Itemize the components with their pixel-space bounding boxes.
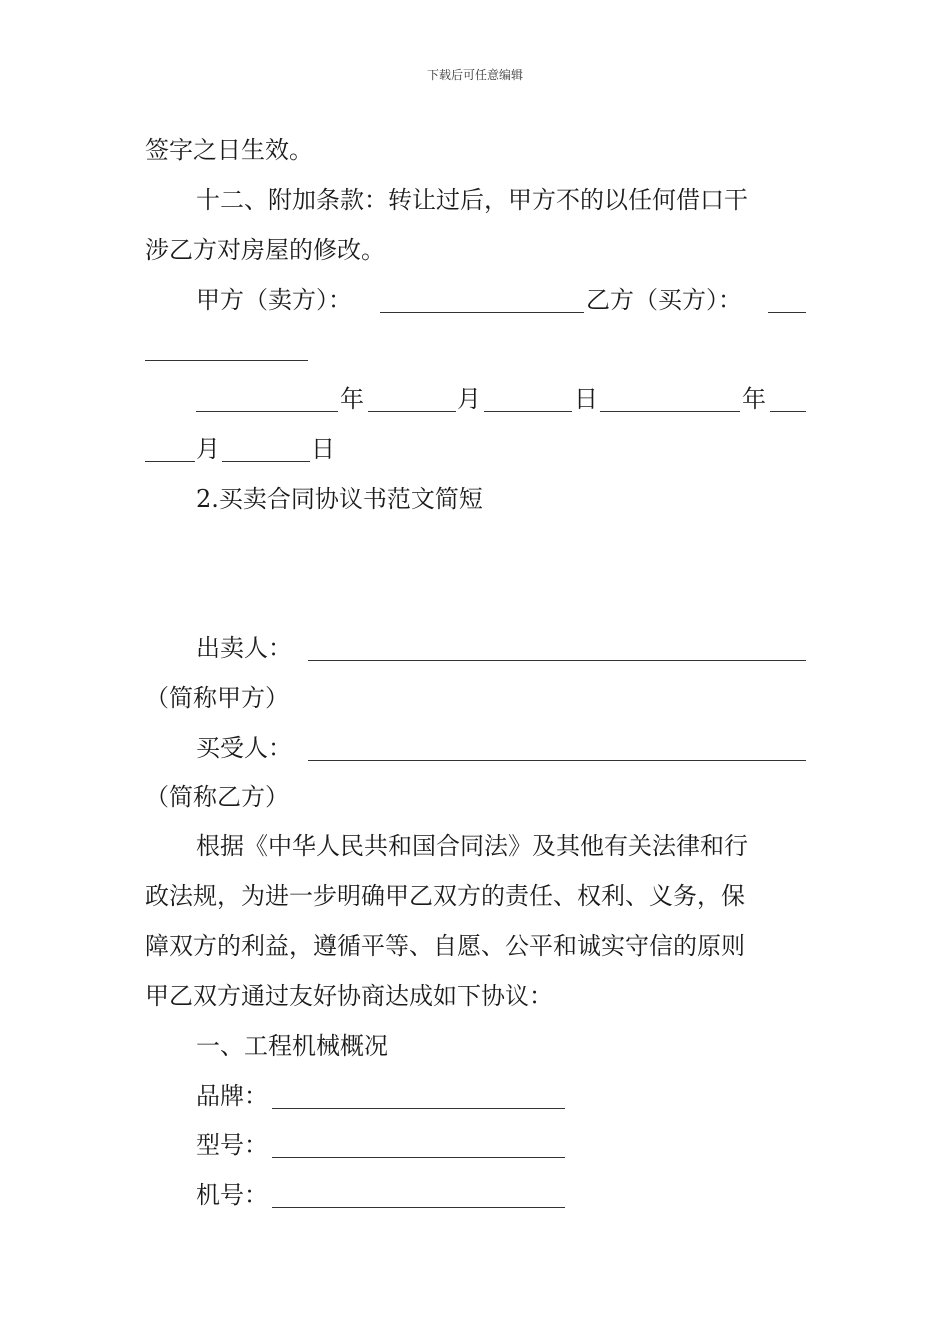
clause12-line-2: 涉乙方对房屋的修改。 (145, 236, 385, 264)
para-line-4: 甲乙双方通过友好协商达成如下协议： (145, 982, 553, 1010)
date-a-day-label: 日 (574, 385, 598, 413)
date-b-year-label: 年 (742, 385, 766, 413)
buyer-short: （简称乙方） (145, 783, 289, 811)
para-line-2: 政法规，为进一步明确甲乙双方的责任、权利、义务，保 (145, 882, 745, 910)
date-a-month-blank[interactable] (368, 389, 456, 412)
date-b-day-blank[interactable] (222, 439, 310, 462)
date-b-month-label: 月 (196, 435, 220, 463)
date-a-year-label: 年 (340, 385, 364, 413)
party-a-blank[interactable] (380, 290, 584, 313)
clause12-line-1: 十二、附加条款：转让过后，甲方不的以任何借口干 (196, 186, 748, 214)
party-b-blank-a[interactable] (768, 290, 806, 313)
para-line-3: 障双方的利益，遵循平等、自愿、公平和诚实守信的原则 (145, 932, 745, 960)
para-line-1: 根据《中华人民共和国合同法》及其他有关法律和行 (196, 832, 748, 860)
party-b-blank-b[interactable] (145, 338, 308, 361)
date-b-year-blank[interactable] (600, 389, 740, 412)
serial-label: 机号： (196, 1181, 268, 1209)
serial-blank[interactable] (272, 1185, 565, 1208)
seller-short: （简称甲方） (145, 684, 289, 712)
buyer-label: 买受人： (196, 734, 292, 762)
brand-blank[interactable] (272, 1086, 565, 1109)
seller-label: 出卖人： (196, 634, 292, 662)
party-b-label: 乙方（买方）： (586, 286, 742, 314)
section2-title: 2.买卖合同协议书范文简短 (196, 485, 483, 513)
model-label: 型号： (196, 1131, 268, 1159)
date-a-month-label: 月 (457, 385, 481, 413)
buyer-blank[interactable] (308, 738, 806, 761)
model-blank[interactable] (272, 1135, 565, 1158)
date-a-year-blank[interactable] (196, 389, 338, 412)
brand-label: 品牌： (196, 1082, 268, 1110)
date-a-day-blank[interactable] (484, 389, 572, 412)
seller-blank[interactable] (308, 638, 806, 661)
party-a-label: 甲方（卖方）： (196, 286, 352, 314)
section-one-title: 一、工程机械概况 (196, 1032, 388, 1060)
date-b-month-blank-b[interactable] (145, 439, 195, 462)
date-b-day-label: 日 (311, 435, 335, 463)
page-header: 下载后可任意编辑 (426, 68, 523, 82)
date-b-month-blank-a[interactable] (770, 389, 806, 412)
effective-line: 签字之日生效。 (145, 136, 313, 164)
